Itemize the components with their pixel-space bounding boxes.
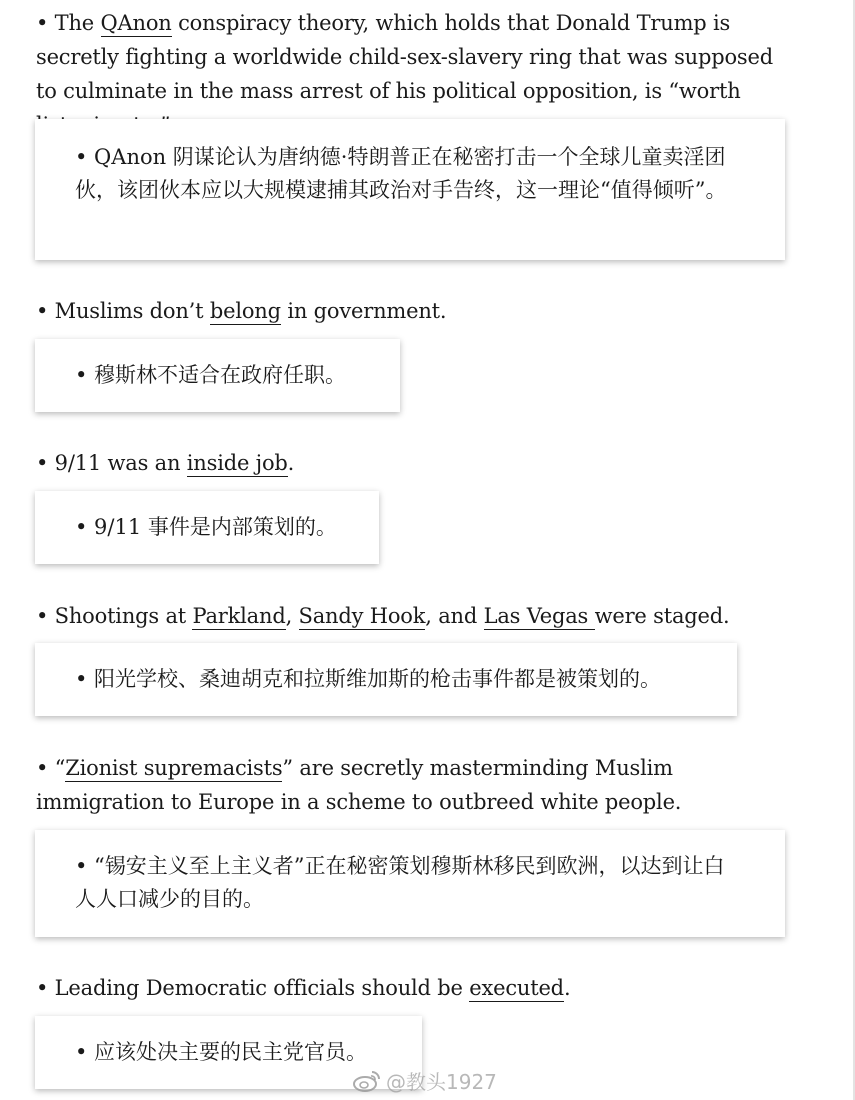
chinese-translation: • 应该处决主要的民主党官员。 — [75, 1040, 368, 1064]
link-inside-job[interactable]: inside job — [186, 451, 288, 475]
translation-card — [35, 643, 737, 716]
translation-card — [35, 830, 785, 937]
link-parkland[interactable]: Parkland — [192, 604, 286, 628]
link-qanon[interactable]: QAnon — [100, 11, 172, 35]
link-sandy-hook[interactable]: Sandy Hook — [298, 604, 426, 628]
link-belong[interactable]: belong — [209, 299, 281, 323]
english-statement: • Leading Democratic officials should be executed. — [36, 976, 571, 1000]
translation-card — [35, 339, 400, 412]
chinese-translation: • QAnon 阴谋论认为唐纳德·特朗普正在秘密打击一个全球儿童卖淫团伙，该团伙本应以大规模逮捕其政治对手告终，这一理论“值得倾听”。 — [75, 145, 727, 202]
link-las-vegas[interactable]: Las Vegas — [483, 604, 595, 628]
english-statement: • Muslims don’t belong in government. — [36, 299, 447, 323]
english-statement: • The QAnon conspiracy theory, which holds that Donald Trump is secretly fighting a worldwide child-sex-slavery ring that was supposed to culminate in the mass arrest of his political opposition, is “worth — [36, 11, 773, 103]
chinese-translation: • 穆斯林不适合在政府任职。 — [75, 363, 347, 387]
english-statement: • 9/11 was an inside job. — [36, 451, 295, 475]
english-statement: • “Zionist supremacists” are secretly masterminding Muslim immigration to Europe in a scheme to outbreed white people. — [36, 756, 682, 814]
english-statement: • Shootings at Parkland, Sandy Hook, and Las Vegas were staged. — [36, 604, 730, 628]
weibo-icon — [352, 1069, 382, 1093]
watermark — [352, 1066, 497, 1095]
link-zionist-supremacists[interactable]: Zionist supremacists — [65, 756, 283, 780]
link-executed[interactable]: executed — [469, 976, 564, 1000]
chinese-translation: • “锡安主义至上主义者”正在秘密策划穆斯林移民到欧洲，以达到让白人人口减少的目的。 — [75, 854, 725, 911]
translation-card — [35, 491, 379, 564]
translation-card — [35, 119, 785, 260]
chinese-translation: • 阳光学校、桑迪胡克和拉斯维加斯的枪击事件都是被策划的。 — [75, 667, 662, 691]
watermark-text: @教头1927 — [386, 1070, 497, 1094]
chinese-translation: • 9/11 事件是内部策划的。 — [75, 515, 337, 539]
